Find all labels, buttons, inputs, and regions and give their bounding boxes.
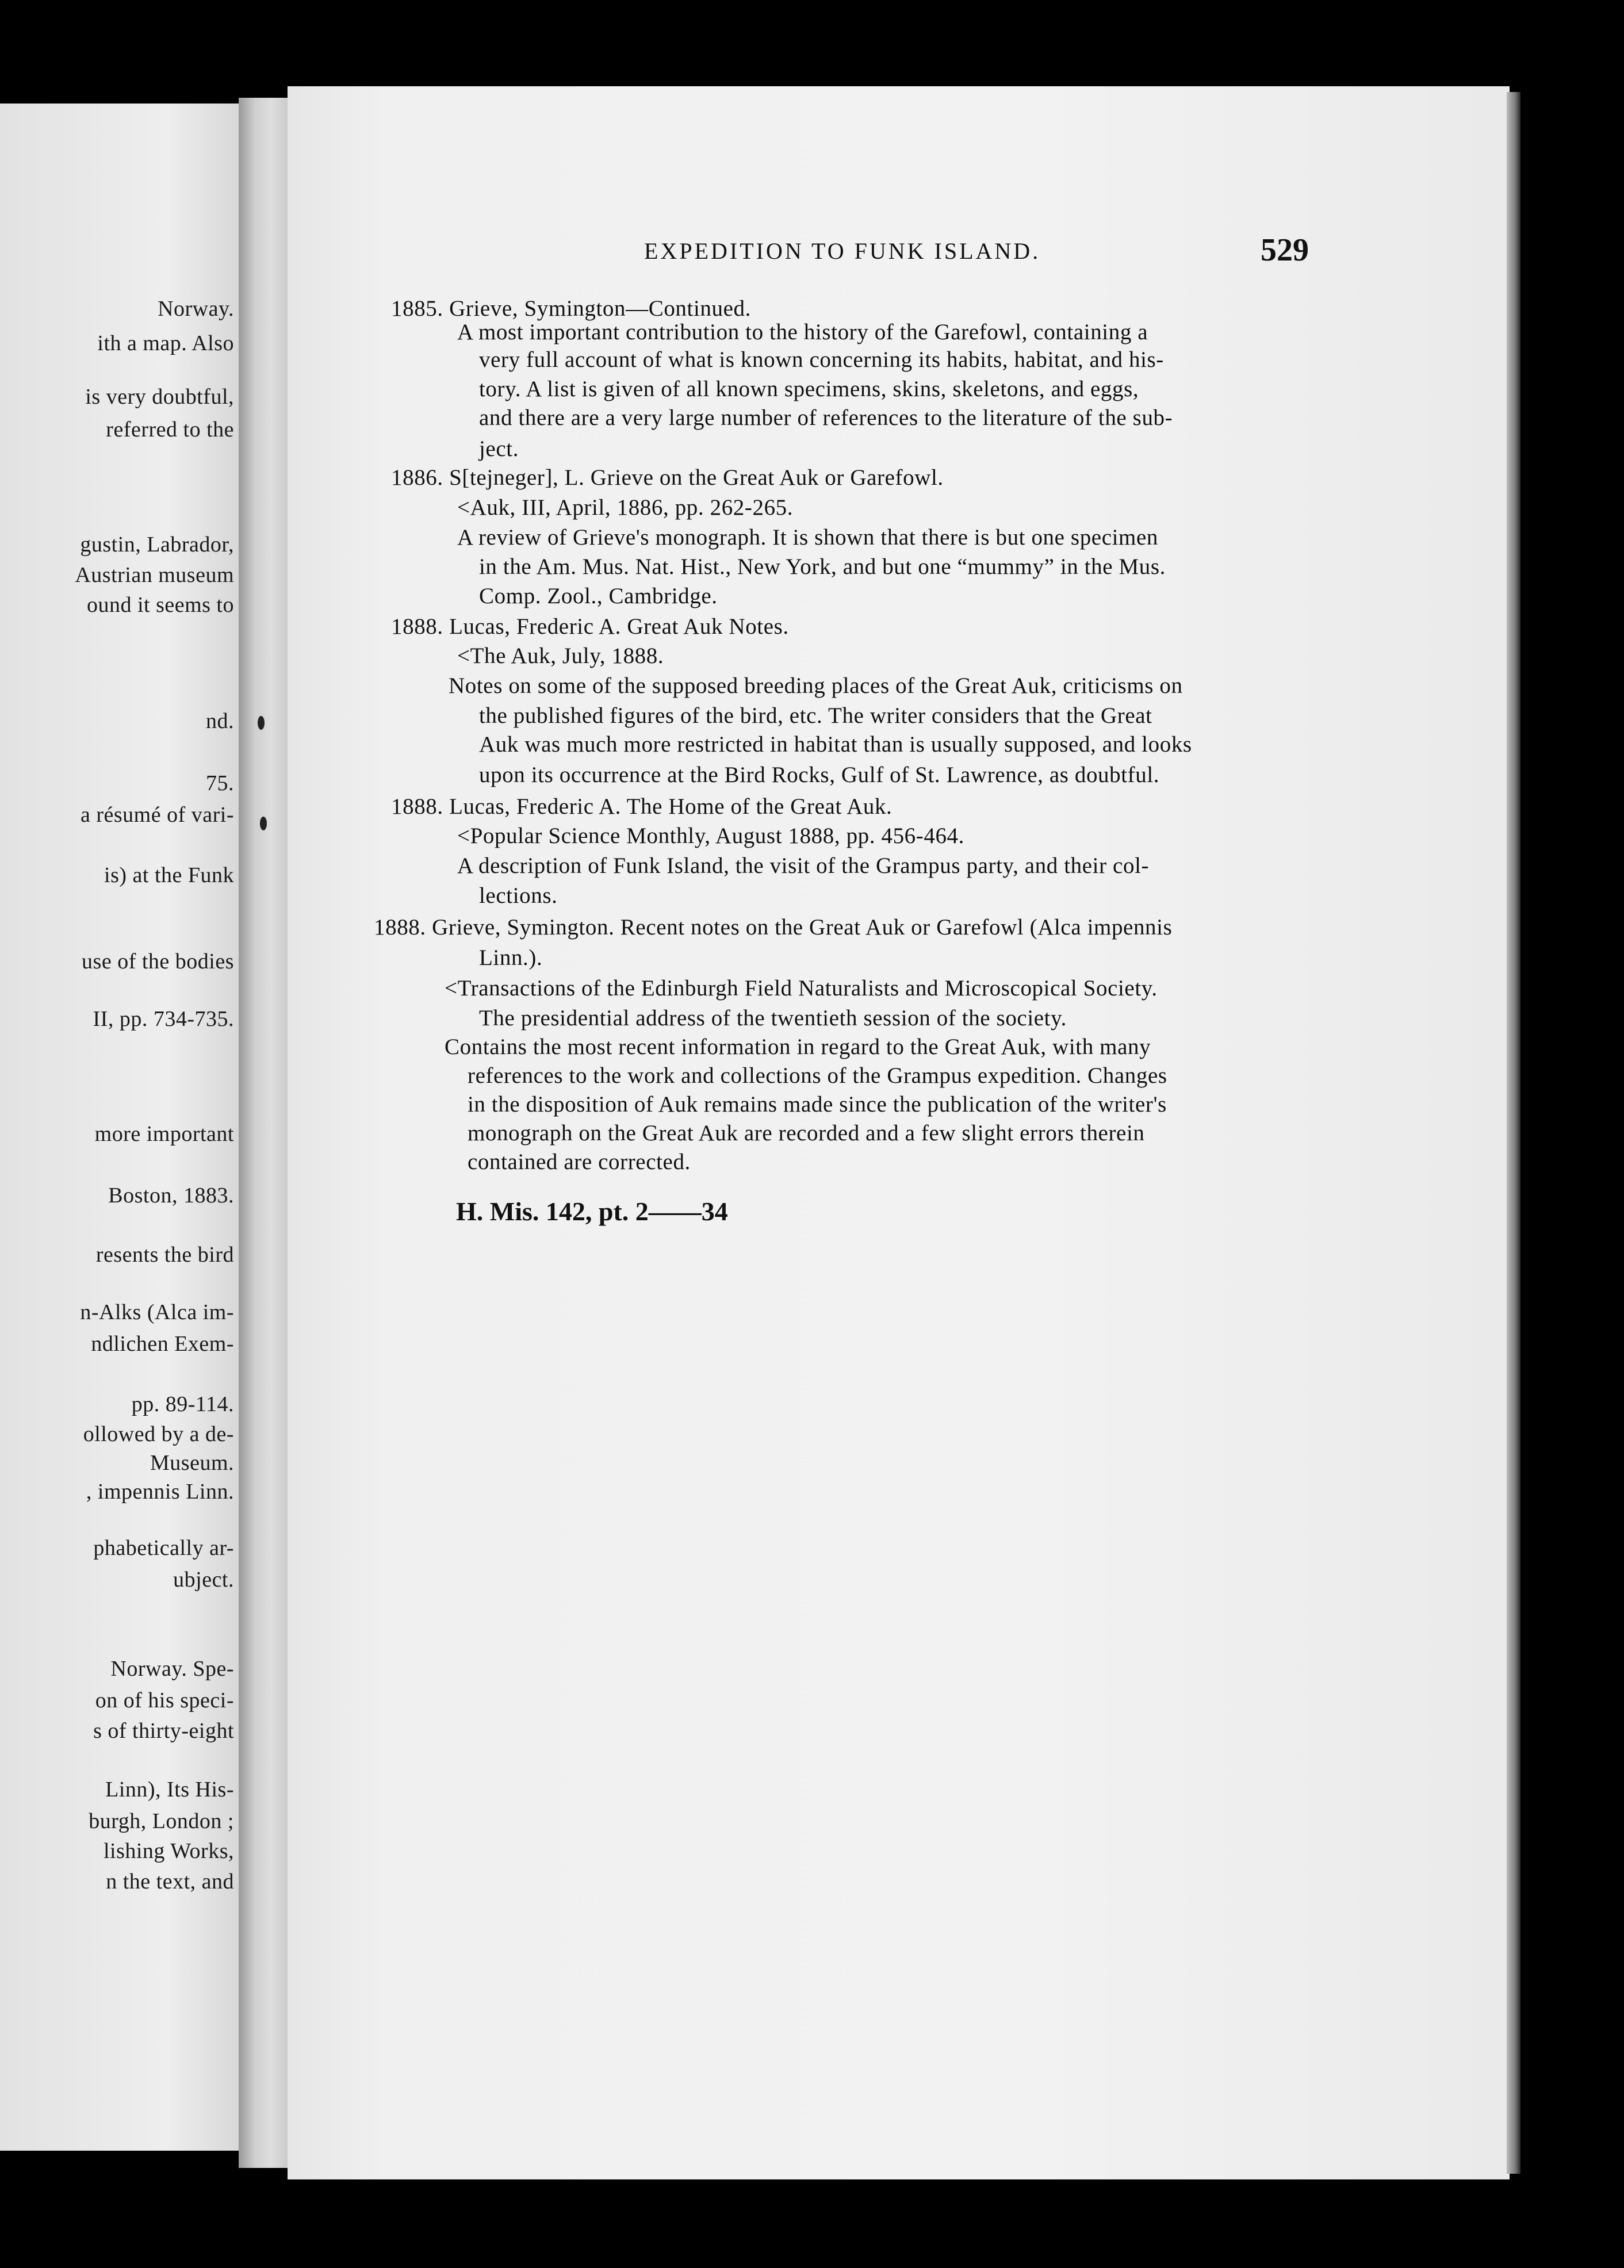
- left-page-text-line: n-Alks (Alca im-: [80, 1300, 234, 1324]
- left-page-text-line: Norway.: [158, 297, 234, 321]
- entry-heading-line: 1886. S[tejneger], L. Grieve on the Great Auk or Garefowl.: [391, 465, 944, 490]
- entry-text-line: A most important contribution to the history of the Garefowl, containing a: [457, 320, 1148, 344]
- left-page-text-line: ubject.: [173, 1568, 234, 1592]
- entry-text-line: contained are corrected.: [468, 1150, 691, 1174]
- left-page-text-line: ndlichen Exem-: [91, 1332, 234, 1356]
- left-page-text-line: nd.: [206, 709, 234, 733]
- left-page-text-line: use of the bodies: [82, 949, 234, 974]
- left-page-text-line: referred to the: [106, 417, 234, 442]
- entry-text-line: Auk was much more restricted in habitat than is usually supposed, and looks: [479, 732, 1192, 757]
- entry-text-line: in the Am. Mus. Nat. Hist., New York, and but one “mummy” in the Mus.: [479, 554, 1166, 579]
- left-page-text-line: pp. 89-114.: [131, 1392, 234, 1416]
- signature-footer: H. Mis. 142, pt. 2——34: [456, 1197, 728, 1226]
- entry-text-line: in the disposition of Auk remains made since the publication of the writer's: [468, 1092, 1167, 1117]
- left-page-text-line: a résumé of vari-: [81, 803, 234, 827]
- left-page-text-line: on of his speci-: [95, 1688, 234, 1713]
- entry-text-line: <Popular Science Monthly, August 1888, pp. 456-464.: [457, 823, 965, 848]
- left-page-text-line: n the text, and: [106, 1869, 234, 1894]
- left-page-text-line: , impennis Linn.: [86, 1480, 234, 1504]
- running-head: EXPEDITION TO FUNK ISLAND.: [644, 238, 1041, 264]
- entry-heading-line: 1888. Grieve, Symington. Recent notes on the Great Auk or Garefowl (Alca impennis: [374, 915, 1173, 940]
- left-page-text-line: lishing Works,: [103, 1839, 234, 1863]
- left-page-text-line: phabetically ar-: [93, 1536, 234, 1560]
- page-number: 529: [1261, 232, 1309, 268]
- left-page-text-line: is very doubtful,: [85, 385, 234, 409]
- binding-mark: [260, 817, 267, 830]
- left-page-text-line: 75.: [206, 771, 234, 795]
- left-page-text-line: gustin, Labrador,: [80, 532, 234, 557]
- left-page-text-line: Museum.: [150, 1451, 234, 1475]
- left-page-text-line: Austrian museum: [75, 563, 234, 587]
- entry-text-line: <Transactions of the Edinburgh Field Naturalists and Microscopical Society.: [445, 976, 1158, 1001]
- left-page-text-line: ollowed by a de-: [83, 1422, 234, 1446]
- book-gutter: [239, 98, 293, 2168]
- entry-text-line: A review of Grieve's monograph. It is shown that there is but one specimen: [457, 525, 1158, 550]
- left-page-text-line: Norway. Spe-: [110, 1657, 234, 1681]
- entry-heading-line: 1888. Lucas, Frederic A. The Home of the Great Auk.: [391, 794, 893, 819]
- left-page-text-line: s of thirty-eight: [93, 1719, 234, 1743]
- entry-text-line: very full account of what is known concerning its habits, habitat, and his-: [479, 347, 1164, 372]
- left-page-text-line: resents the bird: [95, 1243, 234, 1267]
- entry-text-line: upon its occurrence at the Bird Rocks, Gulf of St. Lawrence, as doubtful.: [479, 763, 1160, 787]
- entry-text-line: the published figures of the bird, etc. The writer considers that the Great: [479, 703, 1152, 728]
- entry-text-line: Linn.).: [479, 945, 543, 970]
- entry-heading-line: 1888. Lucas, Frederic A. Great Auk Notes.: [391, 614, 789, 639]
- left-page-text-line: more important: [94, 1122, 234, 1146]
- left-page-text-line: Boston, 1883.: [108, 1183, 234, 1208]
- entry-text-line: tory. A list is given of all known specimens, skins, skeletons, and eggs,: [479, 377, 1139, 401]
- entry-text-line: Notes on some of the supposed breeding places of the Great Auk, criticisms on: [449, 673, 1183, 698]
- entry-text-line: <The Auk, July, 1888.: [457, 643, 664, 668]
- entry-text-line: lections.: [479, 883, 558, 908]
- left-page-text-line: II, pp. 734-735.: [93, 1007, 234, 1031]
- left-page-text-line: Linn), Its His-: [105, 1777, 234, 1802]
- previous-page: [0, 104, 239, 2151]
- entry-text-line: references to the work and collections of the Grampus expedition. Changes: [468, 1063, 1167, 1088]
- entry-text-line: A description of Funk Island, the visit of the Grampus party, and their col-: [457, 853, 1150, 878]
- left-page-text-line: ound it seems to: [86, 593, 234, 617]
- entry-text-line: Contains the most recent information in regard to the Great Auk, with many: [445, 1035, 1151, 1059]
- entry-text-line: ject.: [479, 436, 519, 461]
- entry-text-line: monograph on the Great Auk are recorded and a few slight errors therein: [468, 1121, 1145, 1146]
- left-page-text-line: burgh, London ;: [89, 1809, 234, 1833]
- page-edge: [1507, 92, 1520, 2174]
- entry-text-line: and there are a very large number of references to the literature of the sub-: [479, 405, 1173, 430]
- binding-mark: [258, 716, 265, 730]
- entry-text-line: Comp. Zool., Cambridge.: [479, 584, 718, 608]
- entry-text-line: <Auk, III, April, 1886, pp. 262-265.: [457, 495, 794, 520]
- left-page-text-line: ith a map. Also: [97, 331, 234, 355]
- entry-heading-line: 1885. Grieve, Symington—Continued.: [391, 296, 751, 321]
- entry-text-line: The presidential address of the twentieth session of the society.: [479, 1006, 1067, 1030]
- left-page-text-line: is) at the Funk: [104, 863, 234, 887]
